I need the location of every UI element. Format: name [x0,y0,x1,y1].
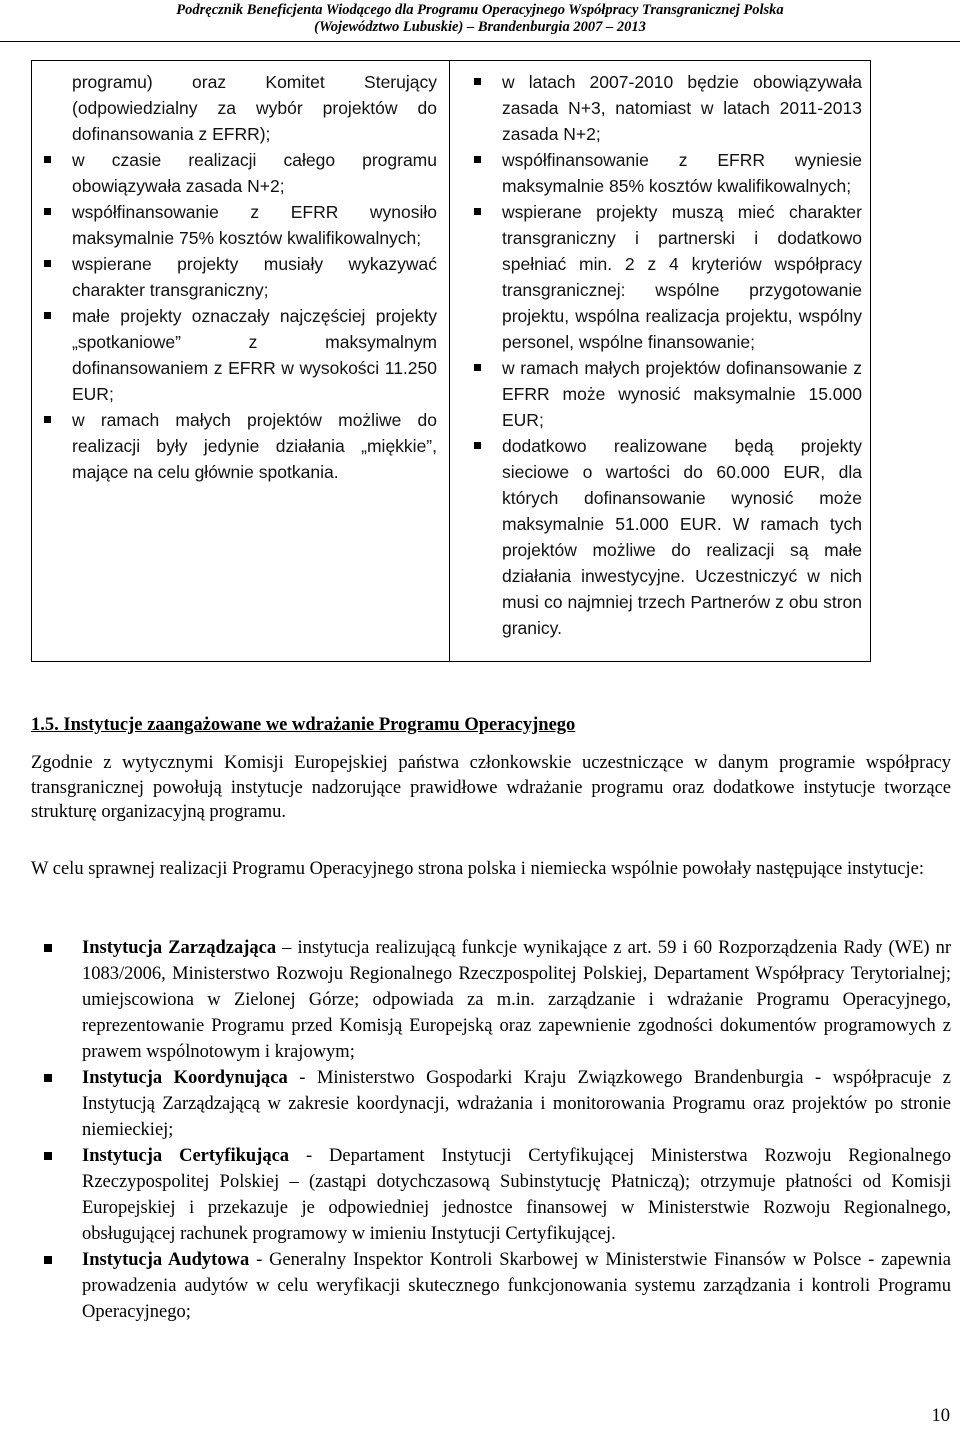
header-divider [0,41,960,42]
list-item: programu) oraz Komitet Sterujący (odpowiedzialny za wybór projektów do dofinansowania z EFRR); [72,72,437,144]
institution-description: - Departament Instytucji Certyfikującej Ministerstwa Rozwoju Regionalnego Rzeczypospolitej Polskiej – (zastąpi dotychczasową Subinstytucję Płatniczą); otrzymuje płatności od Komisji Europejskiej i przekazuje je odpowiedniej jednostce finansowej w Ministerstwie Rozwoju Regionalnego, obsługującej rachunek programowy w imieniu Instytucji Certyfikującej. [82,1146,951,1244]
list-item: w ramach małych projektów dofinansowanie z EFRR może wynosić maksymalnie 15.000 EUR; [472,355,862,433]
list-item: współfinansowanie z EFRR wynosiło maksymalnie 75% kosztów kwalifikowalnych; [42,199,437,251]
list-item: współfinansowanie z EFRR wyniesie maksymalnie 85% kosztów kwalifikowalnych; [472,147,862,199]
institution-term: Instytucja Zarządzająca [82,938,277,958]
institutions-list [31,935,951,1325]
table-left-column [42,69,437,485]
table-column-divider [449,61,450,661]
header-title-line2: (Województwo Lubuskie) – Brandenburgia 2007 – 2013 [314,19,646,35]
institution-term: Instytucja Audytowa [82,1250,250,1270]
list-item: w czasie realizacji całego programu obowiązywała zasada N+2; [42,147,437,199]
list-item: małe projekty oznaczały najczęściej projekty „spotkaniowe” z maksymalnym dofinansowaniem z EFRR w wysokości 11.250 EUR; [42,303,437,407]
list-item: w latach 2007-2010 będzie obowiązywała zasada N+3, natomiast w latach 2011-2013 zasada N+2; [472,69,862,147]
institution-description: – instytucja realizującą funkcje wynikające z art. 59 i 60 Rozporządzenia Rady (WE) nr 1083/2006, Ministerstwo Rozwoju Regionalnego Rzeczpospolitej Polskiej, Departament Współpracy Terytorialnej; umiejscowiona w Zielonej Górze; odpowiada za m.in. zarządzanie i wdrażanie Programu Operacyjnego, reprezentowanie Programu przed Komisją Europejską oraz zapewnienie zgodności dokumentów programowych z prawem wspólnotowym i krajowym; [82,938,951,1062]
institution-term: Instytucja Koordynująca [82,1068,288,1088]
institution-item [31,1065,951,1143]
section-title: 1.5. Instytucje zaangażowane we wdrażanie Programu Operacyjnego [31,715,576,735]
page-header [0,2,960,36]
list-item: wspierane projekty muszą mieć charakter transgraniczny i partnerski i dodatkowo spełniać min. 2 z 4 kryteriów współpracy transgranicznej: wspólne przygotowanie projektu, wspólna realizacja projektu, wspólny personel, wspólne finansowanie; [472,199,862,355]
header-title-line1: Podręcznik Beneficjenta Wiodącego dla Programu Operacyjnego Współpracy Transgranicznej Polska [176,2,784,18]
institution-item [31,935,951,1065]
institution-item [31,1143,951,1247]
paragraph-institutions-intro: W celu sprawnej realizacji Programu Operacyjnego strona polska i niemiecka wspólnie powołały następujące instytucje: [31,859,925,879]
table-right-column [472,69,862,641]
paragraph-intro: Zgodnie z wytycznymi Komisji Europejskiej państwa członkowskie uczestniczące w danym programie współpracy transgranicznej powołują instytucje nadzorujące prawidłowe wdrażanie programu oraz dodatkowe instytucje tworzące strukturę organizacyjną programu. [31,753,951,822]
institution-description: - Ministerstwo Gospodarki Kraju Związkowego Brandenburgia - współpracuje z Instytucją Zarządzającą w zakresie koordynacji, wdrażania i monitorowania Programu oraz projektów po stronie niemieckiej; [82,1068,951,1140]
list-item: w ramach małych projektów możliwe do realizacji były jedynie działania „miękkie”, mające na celu głównie spotkania. [42,407,437,485]
institution-description: - Generalny Inspektor Kontroli Skarbowej w Ministerstwie Finansów w Polsce - zapewnia prowadzenia audytów w celu weryfikacji skutecznego funkcjonowania systemu zarządzania i kontroli Programu Operacyjnego; [82,1250,952,1322]
institution-term: Instytucja Certyfikująca [82,1146,290,1166]
page-number: 10 [931,1406,950,1426]
list-item: wspierane projekty musiały wykazywać charakter transgraniczny; [42,251,437,303]
list-item: dodatkowo realizowane będą projekty sieciowe o wartości do 60.000 EUR, dla których dofinansowanie wynosić może maksymalnie 51.000 EUR. W ramach tych projektów możliwe do realizacji są małe działania inwestycyjne. Uczestniczyć w nich musi co najmniej trzech Partnerów z obu stron granicy. [472,433,862,641]
institution-item [31,1247,951,1325]
comparison-table [31,60,871,662]
